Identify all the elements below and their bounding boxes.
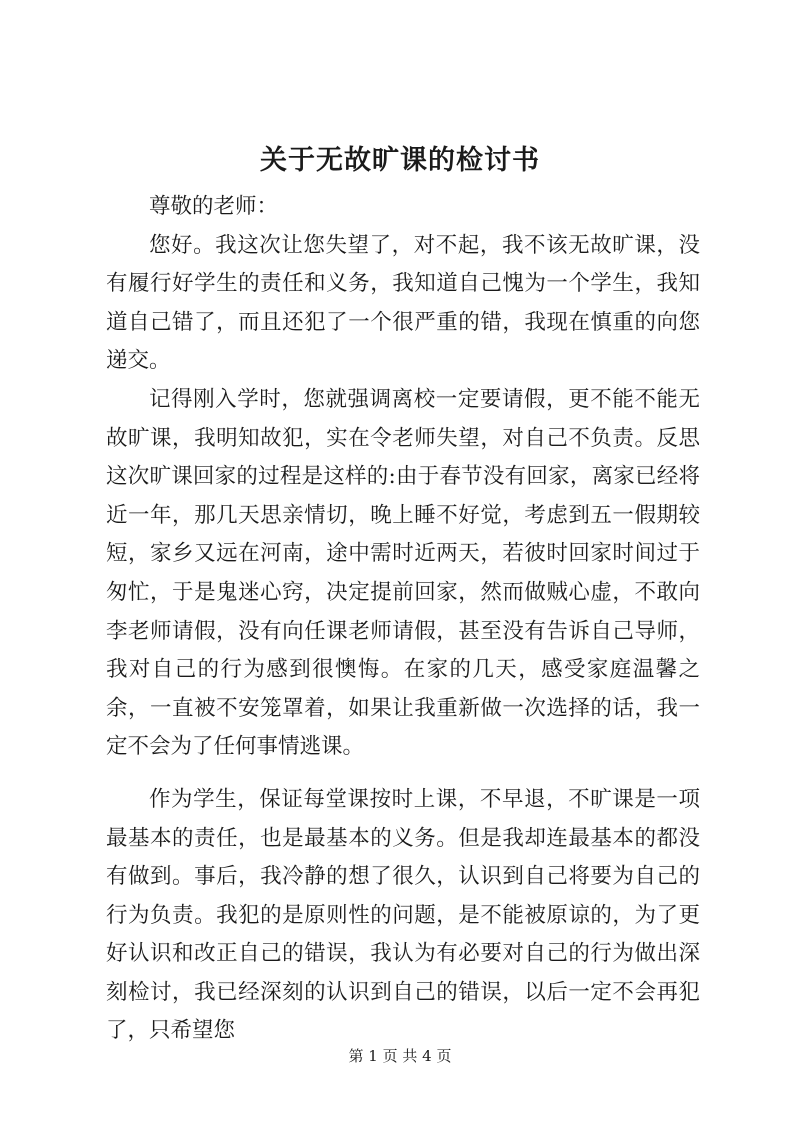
document-title: 关于无故旷课的检讨书 (260, 145, 540, 176)
page-number-footer: 第 1 页 共 4 页 (348, 1047, 452, 1065)
document-body (106, 188, 700, 1051)
paragraph-3: 作为学生，保证每堂课按时上课，不早退，不旷课是一项最基本的责任，也是最基本的义务。但是我却连最基本的都没有做到。事后，我冷静的想了很久，认识到自己将要为自己的行为负责。我犯的是原则性的问题，是不能被原谅的，为了更好认识和改正自己的错误，我认为有必要对自己的行为做出深刻检讨，我已经深刻的认识到自己的错误，以后一定不会再犯了，只希望您 (106, 786, 700, 1044)
paragraph-2: 记得刚入学时，您就强调离校一定要请假，更不能不能无故旷课，我明知故犯，实在令老师失望，对自己不负责。反思这次旷课回家的过程是这样的:由于春节没有回家，离家已经将近一年，那几天思亲情切，晚上睡不好觉，考虑到五一假期较短，家乡又远在河南，途中需时近两天，若彼时回家时间过于匆忙，于是鬼迷心窍，决定提前回家，然而做贼心虚，不敢向李老师请假，没有向任课老师请假，甚至没有告诉自己导师，我对自己的行为感到很懊悔。在家的几天，感受家庭温馨之余，一直被不安笼罩着，如果让我重新做一次选择的话，我一定不会为了任何事情逃课。 (106, 386, 700, 760)
salutation: 尊敬的老师： (149, 194, 279, 219)
paragraph-1: 您好。我这次让您失望了，对不起，我不该无故旷课，没有履行好学生的责任和义务，我知道自己愧为一个学生，我知道自己错了，而且还犯了一个很严重的错，我现在慎重的向您递交。 (106, 232, 700, 374)
